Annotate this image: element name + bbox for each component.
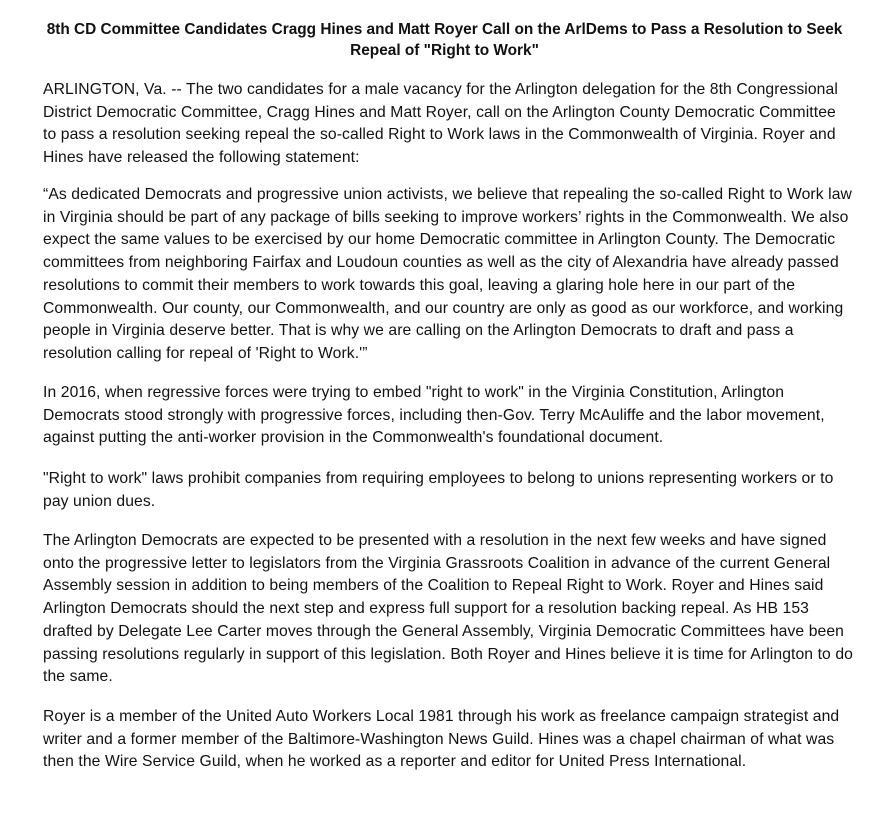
paragraph-right-to-work-definition: "Right to work" laws prohibit companies from requiring employees to belong to unions representing workers or to pay union dues. bbox=[43, 470, 834, 510]
paragraph-intro: ARLINGTON, Va. -- The two candidates for a male vacancy for the Arlington delegation for the 8th Congressional District Democratic Committee, Cragg Hines and Matt Royer, call on the Arlington County Democratic Committee to pass a resolution seeking repeal the so-called Right to Work laws in the Commonwealth of Virginia. Royer and Hines have released the following statement: bbox=[43, 81, 838, 167]
paragraph-2016-history: In 2016, when regressive forces were trying to embed "right to work" in the Virginia Constitution, Arlington Democrats stood strongly with progressive forces, including then-Gov. Terry McAuliffe and the labor movement, against putting the anti-worker provision in the Commonwealth's foundational document. bbox=[43, 384, 825, 447]
paragraph-statement-quote: “As dedicated Democrats and progressive union activists, we believe that repealing the so-called Right to Work law in Virginia should be part of any package of bills seeking to improve workers’ rights in the Commonwealth. We also expect the same values to be exercised by our home Democratic committee in Arlington County. The Democratic committees from neighboring Fairfax and Loudoun counties as well as the city of Alexandria have already passed resolutions to commit their members to work towards this goal, leaving a glaring hole here in our part of the Commonwealth. Our county, our Commonwealth, and our country are only as good as our workforce, and working people in Virginia deserve better. That is why we are calling on the Arlington Democrats to draft and pass a resolution calling for repeal of 'Right to Work.'” bbox=[43, 186, 852, 362]
document-title: 8th CD Committee Candidates Cragg Hines and Matt Royer Call on the ArlDems to Pass a Resolution to Seek Repeal of "Right to Work" bbox=[46, 21, 843, 59]
paragraph-arlington-democrats: The Arlington Democrats are expected to be presented with a resolution in the next few weeks and have signed onto the progressive letter to legislators from the Virginia Grassroots Coalition in advance of the current General Assembly session in addition to being members of the Coalition to Repeal Right to Work. Royer and Hines said Arlington Democrats should the next step and express full support for a resolution backing repeal. As HB 153 drafted by Delegate Lee Carter moves through the General Assembly, Virginia Democratic Committees have been passing resolutions regularly in support of this legislation. Both Royer and Hines believe it is time for Arlington to do the same. bbox=[43, 532, 853, 686]
paragraph-candidate-bios: Royer is a member of the United Auto Workers Local 1981 through his work as freelance campaign strategist and writer and a former member of the Baltimore-Washington News Guild. Hines was a chapel chairman of what was then the Wire Service Guild, when he worked as a reporter and editor for United Press International. bbox=[43, 708, 840, 771]
